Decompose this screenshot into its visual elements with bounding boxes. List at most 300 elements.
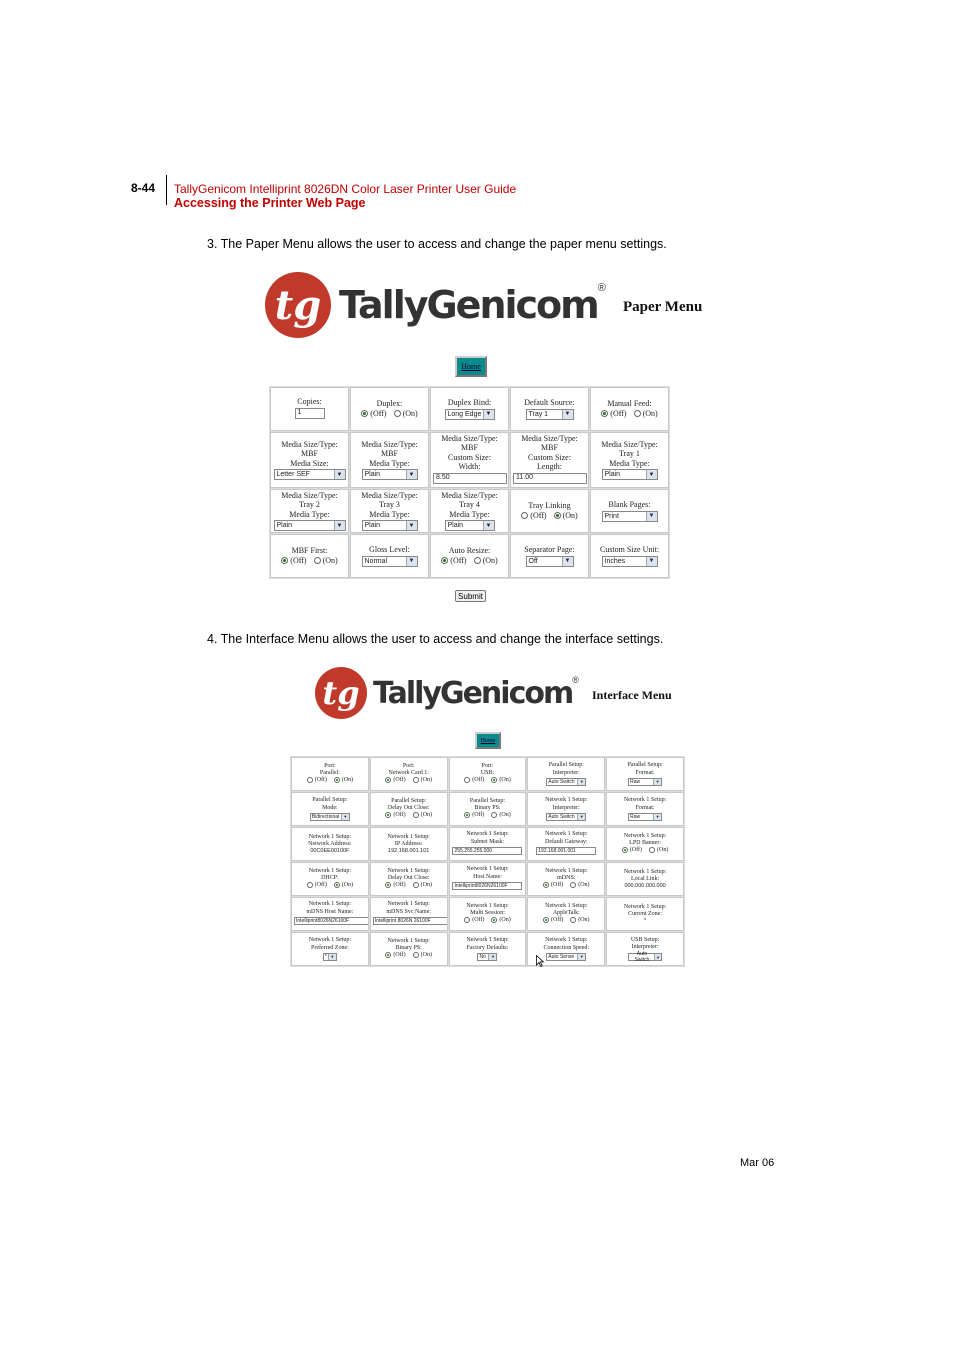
paper-select-media-size-type-tray-1-media-type[interactable]	[602, 469, 658, 480]
setting-label: Media Size/Type:	[601, 439, 658, 449]
setting-label: Width:	[458, 462, 481, 472]
setting-label: Default Gateway:	[545, 838, 588, 845]
radio-off-button[interactable]	[307, 777, 313, 783]
setting-label: Blank Pages:	[608, 500, 651, 510]
paper-cell-manual-feed	[590, 387, 669, 431]
setting-label: Parallel Setup:	[469, 797, 506, 804]
footer-date: Mar 06	[740, 1157, 775, 1169]
radio-on-button[interactable]	[413, 952, 419, 958]
radio-off-button[interactable]	[543, 917, 549, 923]
select-value: Inches	[604, 557, 626, 565]
interface-cell-network-1-setup-format	[606, 792, 684, 826]
setting-label: Media Size/Type:	[441, 490, 498, 500]
paper-radio-group-manual-feed	[601, 409, 657, 418]
setting-label: Current Zone:	[628, 911, 662, 917]
paper-cell-media-size-type-mbf-custom-size-length	[510, 432, 589, 488]
interface-cell-network-1-setup-current-zone	[606, 897, 684, 931]
select-value: No	[479, 953, 486, 960]
select-value: Plain	[447, 522, 464, 530]
step-3-text: 3. The Paper Menu allows the user to access and change the paper menu settings.	[207, 237, 667, 251]
setting-label: Network 1 Setup:	[308, 867, 352, 874]
setting-label: Network 1 Setup:	[623, 903, 667, 910]
setting-label: Media Size/Type:	[361, 439, 418, 449]
radio-on-button[interactable]	[570, 882, 576, 888]
paper-select-media-size-type-tray-4-media-type[interactable]	[445, 520, 495, 531]
setting-label: DHCP:	[321, 875, 339, 881]
radio-off-button[interactable]	[385, 882, 391, 888]
interface-value-network-1-setup-ip-address: 192.168.001.101	[388, 848, 430, 855]
select-value: Plain	[364, 522, 381, 530]
chevron-down-icon[interactable]: ▼	[334, 521, 345, 530]
paper-radio-group-mbf-first	[281, 556, 337, 565]
radio-off-label: (Off)	[472, 777, 485, 784]
chevron-down-icon[interactable]: ▼	[334, 470, 345, 479]
select-value: Plain	[604, 471, 621, 479]
chevron-down-icon[interactable]: ▼	[406, 521, 417, 530]
radio-off-button[interactable]	[622, 847, 628, 853]
setting-label: Separator Page:	[524, 545, 575, 555]
interface-select-parallel-setup-format[interactable]	[628, 778, 662, 786]
setting-label: Interpreter:	[552, 769, 580, 776]
select-value: Raw	[630, 778, 641, 785]
select-value: Off	[528, 557, 538, 565]
interface-input-network-1-setup-mdns-svc-name[interactable]: Intelliprint 8026N 26100F	[373, 917, 448, 925]
setting-label: Custom Size:	[528, 452, 571, 462]
submit-button[interactable]: Submit	[455, 590, 486, 602]
paper-cell-media-size-type-mbf-media-size	[270, 432, 349, 488]
paper-cell-tray-linking	[510, 489, 589, 533]
interface-row	[291, 897, 684, 931]
setting-label: MBF First:	[291, 546, 328, 556]
interface-select-network-1-setup-connection-speed[interactable]	[546, 953, 586, 961]
radio-on-button[interactable]	[491, 777, 497, 783]
interface-cell-parallel-setup-mode	[291, 792, 369, 826]
paper-row	[270, 432, 669, 488]
chevron-down-icon[interactable]: ▼	[646, 557, 657, 566]
interface-cell-network-1-setup-delay-out-close	[370, 862, 448, 896]
setting-label: Network 1 Setup:	[545, 937, 588, 944]
registered-mark: ®	[597, 282, 606, 294]
setting-label: IP Address:	[394, 841, 423, 847]
interface-cell-network-1-setup-appletalk	[527, 897, 605, 931]
paper-cell-media-size-type-tray-1-media-type	[590, 432, 669, 488]
setting-label: Media Size/Type:	[521, 434, 578, 443]
setting-label: Copies:	[297, 397, 322, 407]
radio-off-button[interactable]	[385, 952, 391, 958]
setting-label: Delay Out Close:	[387, 875, 430, 881]
interface-radio-group-network-1-setup-dhcp	[307, 882, 354, 888]
interface-menu-title: Interface Menu	[592, 688, 672, 702]
radio-on-button[interactable]	[334, 777, 340, 783]
interface-cell-parallel-setup-interpreter	[527, 757, 605, 791]
chevron-down-icon[interactable]: ▼	[483, 521, 494, 530]
setting-label: Network 1 Setup:	[466, 866, 509, 873]
home-button-label: Home	[461, 362, 481, 371]
select-value: *	[324, 953, 327, 960]
interface-cell-parallel-setup-format	[606, 757, 684, 791]
interface-cell-network-1-setup-preferred-zone	[291, 932, 369, 966]
select-value: Raw	[630, 813, 641, 820]
radio-on-button[interactable]	[334, 882, 340, 888]
interface-cell-network-1-setup-lpd-banner	[606, 827, 684, 861]
tallygenicom-logo	[265, 272, 606, 338]
setting-label: Network 1 Setup:	[387, 833, 430, 840]
page-number: 8-44	[131, 181, 156, 195]
interface-radio-group-port-parallel	[307, 777, 354, 783]
setting-label: Media Size/Type:	[441, 434, 498, 443]
interface-select-parallel-setup-interpreter[interactable]	[546, 778, 586, 786]
radio-on-label: (On)	[642, 408, 658, 418]
paper-radio-group-tray-linking	[521, 511, 577, 520]
setting-label: Media Type:	[369, 458, 410, 468]
paper-input-copies[interactable]: 1	[295, 408, 325, 419]
setting-label: Factory Defaults:	[466, 944, 509, 951]
radio-off-button[interactable]	[601, 410, 608, 417]
setting-label: Media Size:	[290, 458, 329, 468]
setting-label: Network 1 Setup:	[545, 797, 588, 804]
interface-cell-network-1-setup-interpreter	[527, 792, 605, 826]
paper-select-blank-pages[interactable]	[602, 511, 658, 522]
radio-off-label: (Off)	[629, 847, 643, 854]
paper-select-separator-page[interactable]	[526, 556, 574, 567]
chevron-down-icon[interactable]: ▼	[577, 954, 585, 960]
setting-label: USB:	[480, 770, 495, 776]
setting-label: Format:	[635, 769, 655, 776]
interface-row	[291, 792, 684, 826]
interface-cell-network-1-setup-default-gateway	[527, 827, 605, 861]
interface-select-network-1-setup-interpreter[interactable]	[546, 813, 586, 821]
radio-on-button[interactable]	[634, 410, 641, 417]
radio-off-label: (Off)	[472, 917, 485, 924]
interface-cell-parallel-setup-delay-out-close	[370, 792, 448, 826]
setting-label: Binary PS:	[474, 805, 501, 811]
setting-label: Media Type:	[609, 458, 650, 468]
radio-on-button[interactable]	[413, 777, 419, 783]
setting-label: Media Type:	[289, 509, 330, 519]
paper-cell-media-size-type-tray-3-media-type	[350, 489, 429, 533]
radio-on-button[interactable]	[649, 847, 655, 853]
paper-row	[270, 387, 669, 431]
chevron-down-icon[interactable]: ▼	[562, 557, 573, 566]
interface-row	[291, 827, 684, 861]
interface-row	[291, 862, 684, 896]
registered-mark-2: ®	[572, 675, 579, 685]
setting-label: Tray 3	[379, 500, 400, 510]
chevron-down-icon[interactable]: ▼	[341, 814, 349, 820]
setting-label: Subnet Mask:	[470, 838, 505, 845]
setting-label: Interpreter:	[631, 944, 659, 950]
interface-select-usb-setup-interpreter[interactable]	[628, 951, 662, 964]
logo-wordmark: TallyGenicom	[339, 283, 598, 327]
paper-select-media-size-type-tray-3-media-type[interactable]	[362, 520, 418, 531]
document-title: TallyGenicom Intelliprint 8026DN Color Laser Printer User Guide	[174, 182, 517, 196]
setting-label: Multi Session:	[470, 910, 505, 916]
paper-select-duplex-bind[interactable]	[445, 409, 495, 420]
paper-input-media-size-type-mbf-custom-size-width[interactable]: 8.50	[433, 473, 507, 484]
interface-select-parallel-setup-mode[interactable]	[310, 813, 350, 821]
setting-label: Auto Resize:	[448, 546, 491, 556]
setting-label: Host Name:	[473, 873, 502, 880]
radio-off-button[interactable]	[464, 812, 470, 818]
radio-on-button[interactable]	[413, 812, 419, 818]
interface-home-button[interactable]	[475, 732, 501, 749]
radio-on-label: (On)	[322, 555, 338, 565]
paper-select-gloss-level[interactable]	[362, 556, 418, 567]
setting-label: Format:	[635, 804, 655, 811]
paper-input-media-size-type-mbf-custom-size-length[interactable]: 11.00	[513, 473, 587, 484]
setting-label: Network 1 Setup:	[545, 902, 588, 909]
paper-cell-auto-resize	[430, 534, 509, 578]
setting-label: Network 1 Setup:	[466, 902, 509, 909]
radio-on-button[interactable]	[394, 410, 401, 417]
paper-menu-title: Paper Menu	[623, 299, 703, 315]
chevron-down-icon[interactable]: ▼	[483, 410, 494, 419]
interface-cell-network-1-setup-multi-session	[449, 897, 527, 931]
interface-cell-parallel-setup-binary-ps	[449, 792, 527, 826]
paper-cell-mbf-first	[270, 534, 349, 578]
interface-row	[291, 757, 684, 791]
select-value: Bidirectional	[311, 813, 340, 820]
setting-label: Network 1 Setup:	[623, 868, 667, 875]
setting-label: Port:	[481, 762, 494, 769]
setting-label: Parallel Setup:	[548, 762, 584, 769]
setting-label: Tray 2	[299, 500, 320, 510]
interface-value-network-1-setup-local-link: 000.000.000.000	[624, 883, 666, 890]
radio-off-label: (Off)	[551, 917, 564, 924]
radio-off-button[interactable]	[441, 557, 448, 564]
paper-select-default-source[interactable]	[526, 409, 574, 420]
setting-label: Network Address:	[308, 841, 352, 847]
paper-cell-media-size-type-mbf-custom-size-width	[430, 432, 509, 488]
interface-cell-network-1-setup-host-name	[449, 862, 527, 896]
setting-label: Network 1 Setup:	[545, 867, 588, 874]
chevron-down-icon[interactable]: ▼	[562, 410, 573, 419]
interface-cell-network-1-setup-dhcp	[291, 862, 369, 896]
setting-label: Port:	[324, 762, 336, 769]
radio-off-button[interactable]	[521, 512, 528, 519]
setting-label: Parallel Setup:	[391, 797, 427, 804]
paper-cell-media-size-type-tray-4-media-type	[430, 489, 509, 533]
setting-label: Network 1 Setup:	[466, 831, 509, 838]
interface-radio-group-network-1-setup-lpd-banner	[622, 847, 669, 853]
setting-label: Network 1 Setup:	[623, 832, 667, 839]
interface-select-network-1-setup-factory-defaults[interactable]	[477, 953, 497, 961]
setting-label: USB Setup:	[630, 936, 660, 943]
paper-cell-media-size-type-tray-2-media-type	[270, 489, 349, 533]
radio-off-label: (Off)	[393, 882, 406, 889]
select-value: Long Edge	[447, 410, 482, 418]
paper-row	[270, 534, 669, 578]
radio-on-button[interactable]	[413, 882, 419, 888]
logo-wordmark-2: TallyGenicom	[373, 675, 573, 711]
radio-off-button[interactable]	[543, 882, 549, 888]
radio-off-button[interactable]	[464, 777, 470, 783]
radio-on-label: (On)	[420, 777, 432, 784]
interface-select-network-1-setup-preferred-zone[interactable]	[323, 953, 337, 961]
setting-label: Custom Size:	[448, 452, 491, 462]
setting-label: Network 1 Setup:	[308, 833, 352, 840]
select-value: Plain	[276, 522, 293, 530]
select-value: Tray 1	[528, 410, 549, 418]
interface-cell-network-1-setup-mdns-svc-name	[370, 897, 448, 931]
interface-value-network-1-setup-network-address: 00C0EE00100F	[310, 848, 350, 855]
paper-home-button[interactable]	[455, 356, 487, 377]
header-divider	[166, 175, 167, 205]
setting-label: Duplex Bind:	[447, 398, 492, 408]
select-value: Auto Switch	[634, 951, 650, 964]
setting-label: Media Size/Type:	[281, 490, 338, 500]
radio-on-label: (On)	[341, 882, 354, 889]
tg-logo-mark-2: tg	[315, 667, 367, 719]
setting-label: Network 1 Setup:	[308, 901, 352, 908]
paper-cell-separator-page	[510, 534, 589, 578]
paper-cell-blank-pages	[590, 489, 669, 533]
interface-input-network-1-setup-mdns-host-name[interactable]: Intelliprint8026N26100F	[294, 917, 369, 925]
interface-radio-group-parallel-setup-binary-ps	[464, 812, 511, 818]
interface-radio-group-network-1-setup-delay-out-close	[385, 882, 432, 888]
radio-off-label: (Off)	[370, 408, 387, 418]
chevron-down-icon[interactable]: ▼	[577, 779, 585, 785]
radio-on-button[interactable]	[491, 812, 497, 818]
interface-radio-group-network-1-setup-binary-ps	[385, 952, 432, 958]
setting-label: Network 1 Setup:	[545, 831, 588, 838]
setting-label: Binary PS:	[395, 945, 422, 951]
radio-off-button[interactable]	[307, 882, 313, 888]
interface-value-network-1-setup-current-zone: *	[644, 918, 647, 925]
interface-input-network-1-setup-host-name[interactable]: Intelliprint8026N26100F	[452, 882, 522, 890]
interface-radio-group-port-network-card-1	[385, 777, 432, 783]
step-4-text: 4. The Interface Menu allows the user to access and change the interface settings.	[207, 632, 664, 646]
paper-select-media-size-type-mbf-media-type[interactable]	[362, 469, 418, 480]
chevron-down-icon[interactable]: ▼	[406, 557, 417, 566]
interface-cell-network-1-setup-ip-address	[370, 827, 448, 861]
chevron-down-icon[interactable]: ▼	[646, 470, 657, 479]
radio-off-button[interactable]	[361, 410, 368, 417]
radio-off-label: (Off)	[393, 952, 406, 959]
chevron-down-icon[interactable]: ▼	[646, 512, 657, 521]
radio-on-button[interactable]	[474, 557, 481, 564]
select-value: Auto Switch	[548, 813, 575, 820]
radio-on-label: (On)	[578, 917, 590, 924]
setting-label: Media Size/Type:	[361, 490, 418, 500]
paper-radio-group-auto-resize	[441, 556, 497, 565]
mouse-pointer-icon	[536, 955, 544, 967]
radio-on-label: (On)	[499, 812, 511, 819]
interface-cell-network-1-setup-mdns-host-name	[291, 897, 369, 931]
radio-on-label: (On)	[482, 555, 498, 565]
chevron-down-icon[interactable]: ▼	[488, 954, 496, 960]
paper-cell-media-size-type-mbf-media-type	[350, 432, 429, 488]
setting-label: mDNS Svc Name:	[386, 908, 432, 915]
paper-select-media-size-type-mbf-media-size[interactable]	[274, 469, 346, 480]
radio-on-button[interactable]	[554, 512, 561, 519]
paper-row	[270, 489, 669, 533]
interface-radio-group-network-1-setup-mdns	[543, 882, 590, 888]
setting-label: AppleTalk:	[552, 910, 580, 916]
interface-input-network-1-setup-subnet-mask[interactable]: 255.255.255.000	[452, 847, 522, 855]
setting-label: mDNS:	[557, 875, 576, 881]
interface-cell-port-usb	[449, 757, 527, 791]
setting-label: Gloss Level:	[369, 545, 410, 555]
radio-on-button[interactable]	[314, 557, 321, 564]
radio-off-button[interactable]	[385, 777, 391, 783]
setting-label: Network Card 1:	[388, 770, 429, 776]
radio-off-label: (Off)	[314, 777, 327, 784]
setting-label: Parallel:	[319, 770, 340, 776]
setting-label: MBF	[301, 449, 318, 459]
radio-on-label: (On)	[657, 847, 669, 854]
radio-on-label: (On)	[499, 917, 511, 924]
setting-label: MBF	[541, 443, 558, 453]
chevron-down-icon[interactable]: ▼	[654, 954, 661, 960]
paper-select-custom-size-unit[interactable]	[602, 556, 658, 567]
chevron-down-icon[interactable]: ▼	[406, 470, 417, 479]
interface-cell-port-parallel	[291, 757, 369, 791]
paper-radio-group-duplex	[361, 409, 417, 418]
setting-label: mDNS Host Name:	[306, 908, 354, 915]
radio-on-label: (On)	[420, 812, 432, 819]
setting-label: Network 1 Setup:	[308, 937, 352, 944]
radio-off-label: (Off)	[472, 812, 485, 819]
select-value: Normal	[364, 557, 388, 565]
interface-select-network-1-setup-format[interactable]	[628, 813, 662, 821]
tg-logo-mark: tg	[265, 272, 331, 338]
radio-off-label: (Off)	[290, 555, 307, 565]
setting-label: Network 1 Setup:	[387, 901, 430, 908]
setting-label: Network 1 Setup:	[387, 937, 430, 944]
radio-off-label: (Off)	[314, 882, 327, 889]
interface-cell-network-1-setup-factory-defaults	[449, 932, 527, 966]
setting-label: Preferred Zone:	[310, 944, 349, 951]
radio-on-label: (On)	[562, 510, 578, 520]
setting-label: Port:	[402, 762, 415, 769]
interface-cell-network-1-setup-local-link	[606, 862, 684, 896]
radio-on-button[interactable]	[570, 917, 576, 923]
radio-off-button[interactable]	[385, 812, 391, 818]
interface-radio-group-parallel-setup-delay-out-close	[385, 812, 432, 818]
interface-input-network-1-setup-default-gateway[interactable]: 192.168.001.001	[536, 847, 596, 855]
paper-cell-custom-size-unit	[590, 534, 669, 578]
paper-cell-default-source	[510, 387, 589, 431]
setting-label: Delay Out Close:	[387, 805, 430, 811]
interface-radio-group-network-1-setup-multi-session	[464, 917, 511, 923]
setting-label: MBF	[461, 443, 478, 453]
radio-off-label: (Off)	[610, 408, 627, 418]
setting-label: Media Type:	[449, 509, 490, 519]
setting-label: Parallel Setup:	[312, 797, 348, 804]
radio-off-label: (Off)	[551, 882, 564, 889]
setting-label: Duplex:	[376, 399, 403, 409]
setting-label: Manual Feed:	[607, 399, 652, 409]
select-value: Plain	[364, 471, 381, 479]
setting-label: Default Source:	[524, 398, 575, 408]
radio-on-button[interactable]	[491, 917, 497, 923]
paper-select-media-size-type-tray-2-media-type[interactable]	[274, 520, 346, 531]
radio-off-button[interactable]	[464, 917, 470, 923]
setting-label: Interpreter:	[552, 804, 580, 811]
setting-label: Tray 1	[619, 449, 640, 459]
tallygenicom-logo-2	[315, 667, 579, 719]
chevron-down-icon[interactable]: ▼	[577, 814, 585, 820]
chevron-down-icon[interactable]: ▼	[328, 954, 336, 960]
setting-label: Network 1 Setup:	[387, 867, 430, 874]
paper-menu-settings-table	[269, 386, 670, 579]
chevron-down-icon[interactable]: ▼	[653, 779, 661, 785]
chevron-down-icon[interactable]: ▼	[653, 814, 661, 820]
radio-off-button[interactable]	[281, 557, 288, 564]
radio-on-label: (On)	[420, 882, 432, 889]
setting-label: Local Link:	[631, 876, 660, 882]
